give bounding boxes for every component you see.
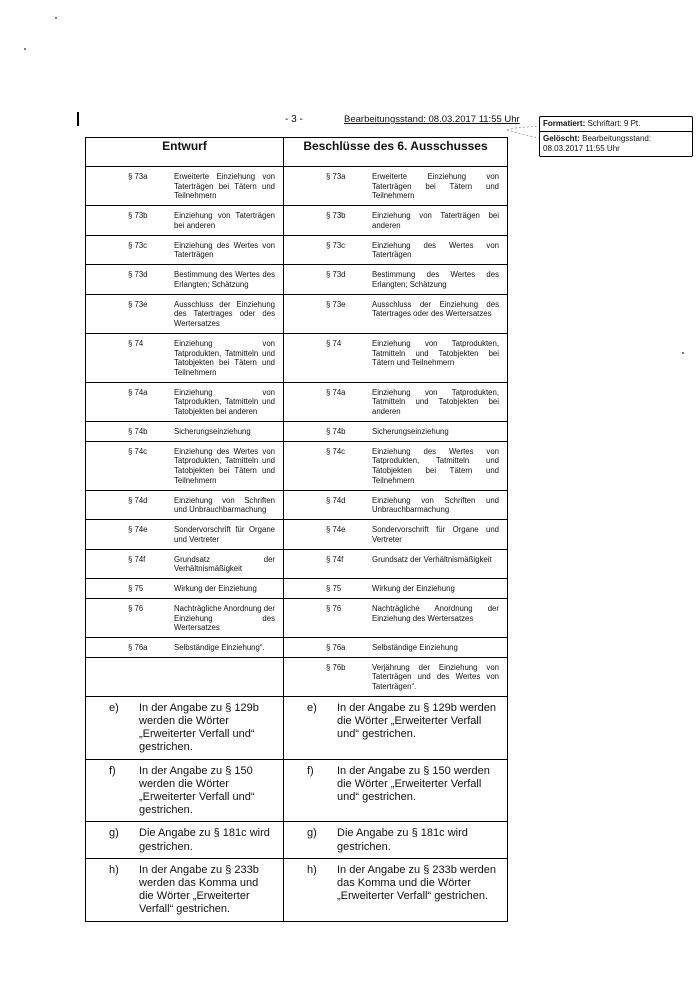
table-cell (284, 520, 508, 549)
cell-content (86, 334, 283, 382)
cell-content (86, 599, 283, 637)
section-title: Selbständige Einziehung (372, 642, 458, 652)
amendment-letter: g) (109, 827, 119, 840)
section-title: Sondervorschrift für Organe und Vertreter (174, 525, 275, 544)
amendment-letter: e) (307, 701, 317, 714)
section-title: Einziehung des Wertes von Tatprodukten, Tatmitteln und Tatobjekten bei Tätern und Teilnehmern (174, 446, 275, 485)
amendment-cell (86, 858, 284, 921)
section-number: § 73e (326, 299, 346, 309)
section-title: Sicherungseinziehung (372, 426, 449, 436)
cell-content (284, 491, 507, 519)
section-title: Einziehung des Wertes von Taterträgen (174, 240, 275, 260)
section-title: Ausschluss der Einziehung des Tatertrages oder des Wertersatzes (372, 299, 499, 319)
table-cell (86, 579, 284, 599)
amendment-content (284, 822, 507, 857)
section-number: § 74c (326, 446, 346, 456)
section-number: § 75 (326, 584, 342, 594)
section-number: § 76a (326, 642, 346, 652)
section-title: Nachträgliche Anordnung der Einziehung des Wertersatzes (174, 603, 275, 633)
table-cell (284, 333, 508, 382)
speck (24, 48, 26, 50)
table-cell (86, 333, 284, 382)
section-title: Einziehung von Schriften und Unbrauchbarmachung (174, 495, 275, 515)
table-row (86, 294, 508, 333)
amendment-text: In der Angabe zu § 150 werden die Wörter „Erweiterter Verfall und“ gestrichen. (139, 764, 255, 817)
speck (682, 352, 684, 354)
section-title: Einziehung von Schriften und Unbrauchbarmachung (372, 495, 499, 515)
section-title: Sondervorschrift für Organe und Vertreter (372, 525, 499, 544)
speck (55, 17, 57, 19)
amendment-content (86, 697, 283, 759)
table-cell (86, 167, 284, 206)
table-cell (284, 549, 508, 578)
section-title: Einziehung des Wertes von Taterträgen (372, 240, 499, 260)
cell-content (86, 383, 283, 421)
section-number: § 74d (128, 495, 148, 505)
table-cell (86, 598, 284, 637)
amendment-text: In der Angabe zu § 150 werden die Wörter „Erweiterter Verfall und“ gestrichen. (337, 764, 490, 804)
table-row (86, 549, 508, 578)
table-row (86, 206, 508, 235)
table-row (86, 382, 508, 421)
cell-content (284, 265, 507, 293)
section-title: Einziehung des Wertes von Tatprodukten, Tatmitteln und Tatobjekten bei Tätern und Teilnehmern (372, 446, 499, 485)
cell-content (284, 658, 507, 696)
table-cell (86, 421, 284, 441)
cell-content (86, 167, 283, 205)
comment-text: Schriftart: 9 Pt. (587, 119, 641, 128)
cell-content (86, 442, 283, 490)
amendment-text: Die Angabe zu § 181c wird gestrichen. (337, 827, 468, 853)
table-cell (284, 421, 508, 441)
cell-content (86, 422, 283, 441)
section-number: § 74a (128, 387, 148, 397)
cell-content (284, 442, 507, 490)
section-title: Einziehung von Tatprodukten, Tatmitteln und Tatobjekten bei anderen (372, 387, 499, 417)
section-title: Einziehung von Tatprodukten, Tatmitteln und Tatobjekten bei Tätern und Teilnehmern (372, 338, 499, 368)
section-title: Bestimmung des Wertes des Erlangten; Schätzung (372, 270, 499, 289)
cell-content (284, 206, 507, 234)
table-cell (284, 490, 508, 519)
amendment-letter: h) (307, 863, 317, 876)
section-title: Nachträgliche Anordnung der Einziehung des Wertersatzes (372, 603, 499, 623)
section-number: § 76b (326, 662, 346, 672)
section-title: Einziehung von Taterträgen bei anderen (372, 211, 499, 230)
table-cell (86, 294, 284, 333)
comment-text: Bearbeitungsstand: 08.03.2017 11:55 Uhr (543, 134, 652, 153)
table-cell (284, 657, 508, 696)
cell-content (284, 334, 507, 372)
section-title: Selbständige Einziehung“. (174, 642, 265, 652)
section-number: § 74e (326, 525, 346, 535)
table-cell (86, 382, 284, 421)
cell-content (284, 638, 507, 657)
cell-content (86, 658, 283, 667)
table-cell (284, 598, 508, 637)
table-cell (284, 265, 508, 294)
comment-connector (507, 118, 539, 148)
amendment-letter: g) (307, 827, 317, 840)
cell-content (284, 599, 507, 627)
section-title: Wirkung der Einziehung (372, 584, 455, 594)
section-number: § 74 (128, 338, 144, 348)
change-bar (77, 112, 79, 126)
table-row (86, 579, 508, 599)
table-row (86, 265, 508, 294)
cell-content (284, 579, 507, 598)
synopsis-table (85, 137, 508, 922)
amendment-row (86, 759, 508, 822)
amendment-content (86, 760, 283, 822)
amendment-content (86, 859, 283, 921)
amendment-cell (86, 696, 284, 759)
section-number: § 74f (128, 554, 146, 564)
amendment-content (284, 760, 507, 809)
section-number: § 74b (326, 426, 346, 436)
table-cell (86, 637, 284, 657)
section-number: § 73c (326, 240, 346, 250)
amendment-letter: f) (109, 764, 116, 777)
table-cell (284, 206, 508, 235)
amendment-cell (284, 822, 508, 858)
cell-content (86, 550, 283, 578)
section-number: § 73a (128, 172, 148, 181)
section-number: § 76 (326, 603, 342, 613)
amendment-letter: e) (109, 701, 119, 714)
table-row (86, 598, 508, 637)
table-cell (284, 637, 508, 657)
amendment-cell (86, 822, 284, 858)
table-row (86, 235, 508, 264)
cell-content (86, 265, 283, 293)
amendment-cell (86, 759, 284, 822)
table-row (86, 333, 508, 382)
cell-content (86, 579, 283, 598)
table-cell (86, 490, 284, 519)
section-title: Grundsatz der Verhältnismäßigkeit (372, 554, 492, 564)
section-title: Verjährung der Einziehung von Taterträgen und des Wertes von Taterträgen“. (372, 662, 499, 692)
section-number: § 74c (128, 446, 148, 456)
table-row (86, 167, 508, 206)
table-cell (86, 520, 284, 549)
amendment-row (86, 858, 508, 921)
amendment-text: In der Angabe zu § 233b werden das Komma und die Wörter „Erweiterter Verfall“ gestrichen. (139, 863, 259, 916)
amendment-row (86, 822, 508, 858)
comment-label: Formatiert: (543, 119, 586, 128)
section-number: § 74d (326, 495, 346, 505)
table-cell (284, 382, 508, 421)
cell-content (284, 422, 507, 441)
section-title: Grundsatz der Verhältnismäßigkeit (174, 554, 275, 574)
table-cell (86, 549, 284, 578)
cell-content (86, 206, 283, 234)
section-title: Wirkung der Einziehung (174, 584, 257, 594)
section-title: Erweiterte Einziehung von Taterträgen bei Tätern und Teilnehmern (174, 172, 275, 201)
cell-content (86, 491, 283, 519)
table-row (86, 441, 508, 490)
column-header-entwurf: Entwurf (86, 138, 284, 167)
table-cell (86, 657, 284, 696)
cell-content (284, 236, 507, 264)
amendment-cell (284, 696, 508, 759)
amendment-content (284, 697, 507, 746)
table-row (86, 421, 508, 441)
section-number: § 73a (326, 172, 346, 181)
table-cell (284, 579, 508, 599)
cell-content (284, 520, 507, 548)
table-header (86, 138, 508, 167)
table-cell (284, 294, 508, 333)
table-row (86, 657, 508, 696)
section-number: § 73d (128, 270, 148, 280)
section-title: Erweiterte Einziehung von Taterträgen bei Tätern und Teilnehmern (372, 172, 499, 201)
amendment-text: Die Angabe zu § 181c wird gestrichen. (139, 827, 270, 853)
section-title: Sicherungseinziehung (174, 426, 251, 436)
cell-content (86, 295, 283, 333)
section-title: Bestimmung des Wertes des Erlangten; Schätzung (174, 270, 275, 289)
table-cell (284, 235, 508, 264)
section-title: Einziehung von Tatprodukten, Tatmitteln und Tatobjekten bei Tätern und Teilnehmern (174, 338, 275, 378)
section-number: § 76 (128, 603, 144, 613)
section-number: § 73e (128, 299, 148, 309)
section-number: § 76a (128, 642, 148, 652)
table-row (86, 520, 508, 549)
table-row (86, 490, 508, 519)
amendment-text: In der Angabe zu § 129b werden die Wörter „Erweiterter Verfall und“ gestrichen. (337, 701, 497, 741)
column-header-beschluesse: Beschlüsse des 6. Ausschusses (284, 138, 508, 167)
section-number: § 74b (128, 426, 148, 436)
cell-content (284, 383, 507, 421)
section-number: § 74e (128, 525, 148, 535)
amendment-row (86, 696, 508, 759)
amendment-cell (284, 759, 508, 822)
table-cell (284, 441, 508, 490)
cell-content (284, 167, 507, 205)
amendment-content (284, 859, 507, 908)
section-number: § 75 (128, 584, 144, 594)
amendment-letter: f) (307, 764, 314, 777)
table-cell (86, 265, 284, 294)
amendment-cell (284, 858, 508, 921)
amendment-text: In der Angabe zu § 129b werden die Wörter „Erweiterter Verfall und“ gestrichen. (139, 701, 259, 754)
comment-geloescht[interactable] (539, 131, 693, 157)
bearbeitungsstand: Bearbeitungsstand: 08.03.2017 11:55 Uhr (344, 114, 520, 125)
table-cell (86, 206, 284, 235)
section-title: Einziehung von Tatprodukten, Tatmitteln und Tatobjekten bei anderen (174, 387, 275, 417)
section-number: § 74a (326, 387, 346, 397)
cell-content (284, 295, 507, 323)
comment-label: Gelöscht: (543, 134, 580, 143)
section-title: Ausschluss der Einziehung des Tatertrages oder des Wertersatzes (174, 299, 275, 329)
amendment-content (86, 822, 283, 857)
table-cell (86, 235, 284, 264)
amendment-text: In der Angabe zu § 233b werden das Komma und die Wörter „Erweiterter Verfall“ gestrichen. (337, 863, 497, 903)
section-number: § 74f (326, 554, 344, 564)
section-number: § 73b (326, 211, 346, 221)
amendment-letter: h) (109, 863, 119, 876)
cell-content (86, 520, 283, 548)
table-cell (284, 167, 508, 206)
section-number: § 73b (128, 211, 148, 221)
cell-content (86, 638, 283, 657)
cell-content (284, 550, 507, 569)
section-number: § 73c (128, 240, 148, 250)
cell-content (86, 236, 283, 264)
table-cell (86, 441, 284, 490)
section-title: Einziehung von Taterträgen bei anderen (174, 211, 275, 230)
section-number: § 74 (326, 338, 342, 348)
section-number: § 73d (326, 270, 346, 280)
page-number: - 3 - (285, 114, 303, 125)
table-row (86, 637, 508, 657)
